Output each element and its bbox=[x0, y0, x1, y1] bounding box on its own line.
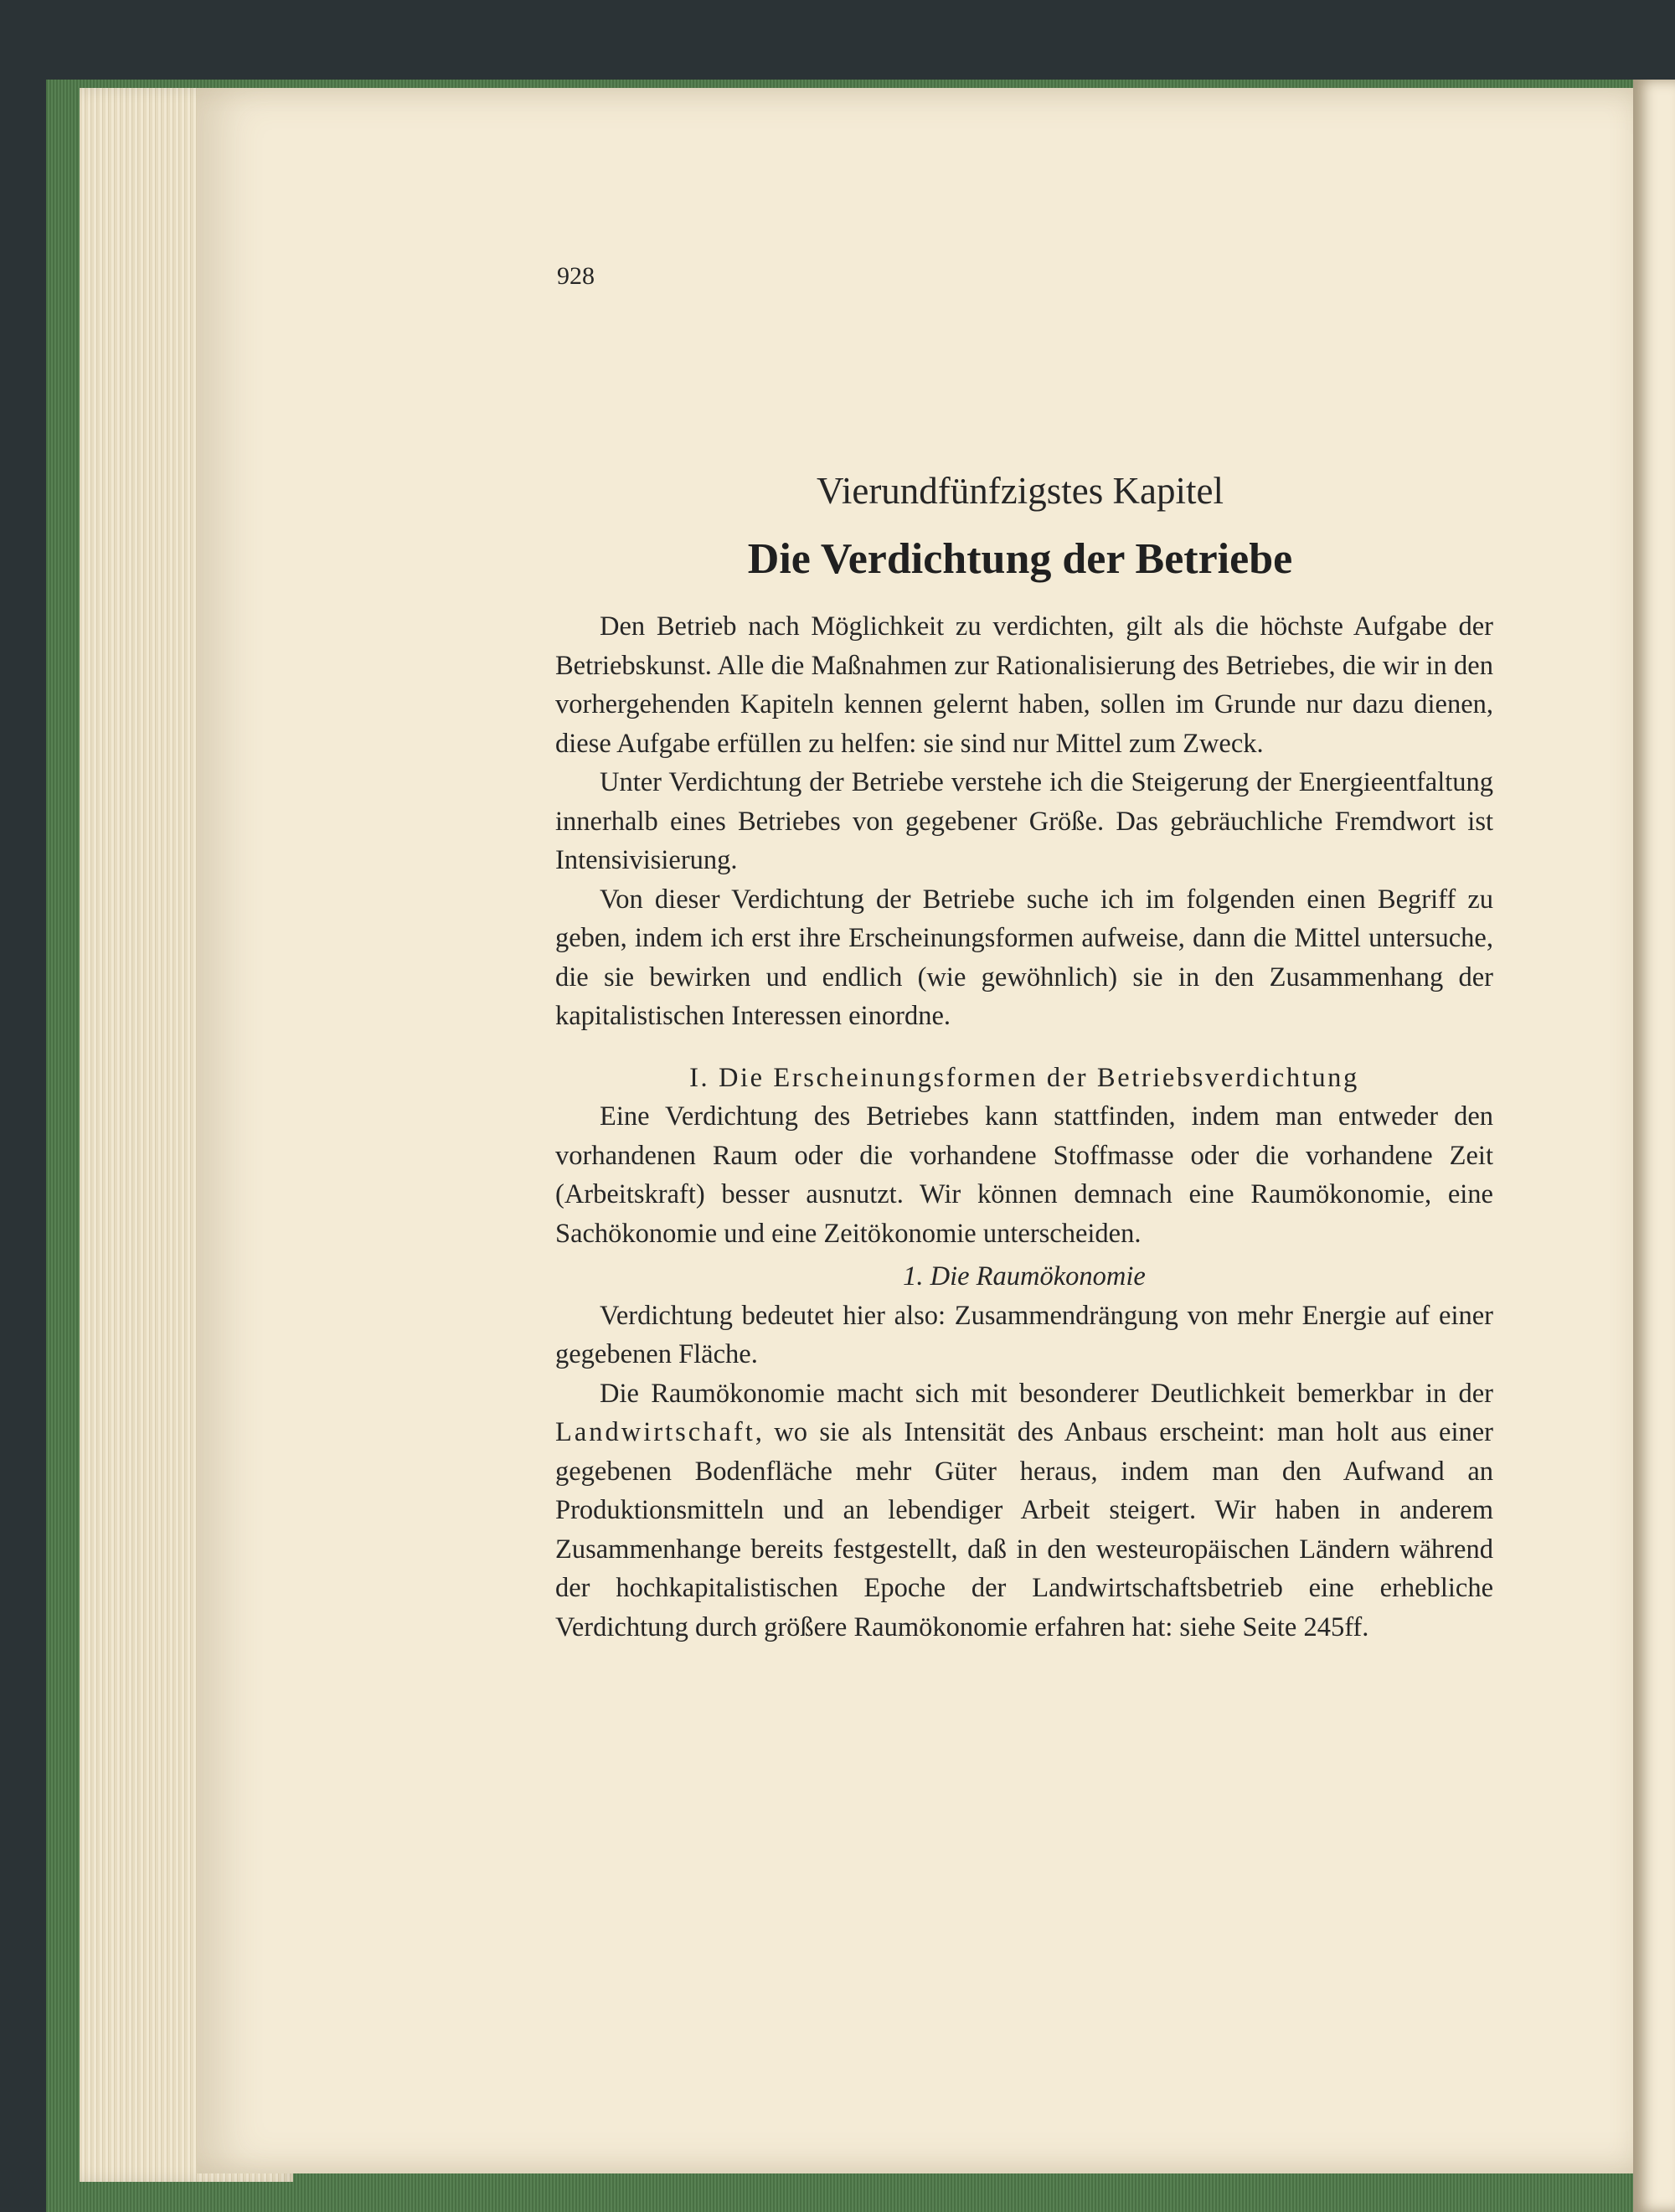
paragraph: Verdichtung bedeutet hier also: Zusammendrängung von mehr Energie auf einer gegebenen Fläche. bbox=[555, 1300, 1493, 1369]
paragraph: Unter Verdichtung der Betriebe verstehe ich die Steigerung der Energieentfaltung innerhalb eines Betriebes von gegebener Größe. Das gebräuchliche Fremdwort ist Intensivisierung. bbox=[555, 767, 1493, 875]
paragraph: Eine Verdichtung des Betriebes kann stattfinden, indem man entweder den vorhandenen Raum oder die vorhandene Stoffmasse oder die vorhandene Zeit (Arbeitskraft) besser ausnutzt. Wir können demnach eine Raumökonomie, eine Sachökonomie und eine Zeitökonomie unterscheiden. bbox=[555, 1101, 1493, 1249]
page-number: 928 bbox=[557, 262, 595, 290]
paragraph: Den Betrieb nach Möglichkeit zu verdichten, gilt als die höchste Aufgabe der Betriebskunst. Alle die Maßnahmen zur Rationalisierung des Betriebes, die wir in den vorhergehenden Kapiteln kennen gelernt haben, sollen im Grunde nur dazu dienen, diese Aufgabe erfüllen zu helfen: sie sind nur Mittel zum Zweck. bbox=[555, 611, 1493, 759]
paragraph: Von dieser Verdichtung der Betriebe suche ich im folgenden einen Begriff zu geben, indem ich erst ihre Erscheinungsformen aufweise, dann die Mittel untersuche, die sie bewirken und endlich (wie gewöhnlich) sie in den Zusammenhang der kapitalistischen Interessen einordne. bbox=[555, 884, 1493, 1031]
next-page-edge bbox=[1633, 80, 1675, 2212]
body-text bbox=[555, 607, 1493, 1647]
chapter-label: Vierundfünfzigstes Kapitel bbox=[817, 470, 1224, 512]
paragraph-text: Die Raumökonomie macht sich mit besonderer Deutlichkeit bemerkbar in der bbox=[600, 1378, 1493, 1409]
section-heading: I. Die Erscheinungsformen der Betriebsverdichtung bbox=[689, 1062, 1359, 1093]
emphasis-text: Landwirtschaft bbox=[555, 1417, 755, 1447]
paragraph-text: , wo sie als Intensität des Anbaus erscheint: man holt aus einer gegebenen Bodenfläche mehr Güter heraus, indem man den Aufwand an Produktionsmitteln und an lebendiger Arbeit steigert. Wir haben in anderem Zusammenhange bereits festgestellt, daß in den westeuropäischen Ländern während der hochkapitalistischen Epoche der Landwirtschaftsbetrieb eine erhebliche Verdichtung durch größere Raumökonomie erfahren hat: siehe Seite 245ff. bbox=[555, 1417, 1493, 1642]
chapter-title: Die Verdichtung der Betriebe bbox=[747, 535, 1293, 583]
paragraph bbox=[555, 1374, 1493, 1647]
subsection-heading: 1. Die Raumökonomie bbox=[903, 1261, 1146, 1292]
